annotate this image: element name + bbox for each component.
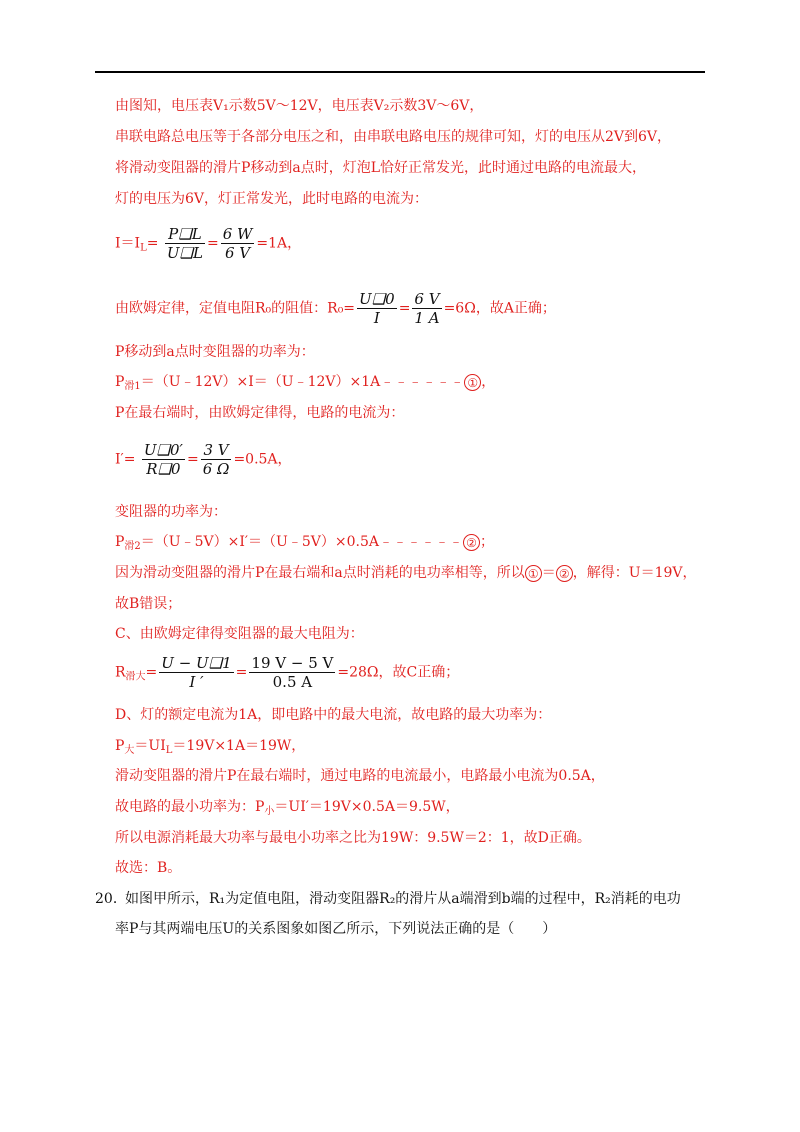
- equation-power-right: $P_{滑2}=(U﹣5V)\times I'=(U﹣5V)\times 0.5A﹣﹣﹣﹣﹣﹣$ ② ；: [115, 534, 494, 552]
- equation-resistance: 由欧姆定律，定值电阻R₀的阻值：R₀= $\frac{U❑0}{I}$ = $\frac{6 V}{1 A}$ =6Ω，故A正确；: [115, 290, 556, 327]
- header-rule: [95, 71, 705, 73]
- text-line: 由图知，电压表V₁示数5V～12V，电压表V₂示数3V～6V，: [115, 98, 484, 114]
- text-line: P移动到a点时变阻器的功率为：: [115, 344, 315, 360]
- equation-max-resistance: $R_{滑大}=$ $\frac{U - U❑1}{I '}$ = $\frac{19 V - 5 V}{0.5 A}$ =28Ω，故C正确；: [115, 654, 460, 691]
- fraction: $\frac{P❑L}{U❑L}$: [166, 225, 203, 262]
- equation-current: $I=I_L=$ $\frac{P❑L}{U❑L}$ = $\frac{6 W}{6 V}$ =1A，: [115, 225, 302, 262]
- text-line: 串联电路总电压等于各部分电压之和，由串联电路电压的规律可知，灯的电压从2V到6V，: [115, 129, 672, 145]
- fraction: $\frac{6 V}{1 A}$: [414, 290, 440, 327]
- question-number: 20．: [95, 891, 127, 907]
- fraction: $\frac{19 V - 5 V}{0.5 A}$: [251, 654, 334, 691]
- fraction: $\frac{U❑0}{I}$: [359, 290, 395, 327]
- text-line: 变阻器的功率为：: [115, 504, 227, 520]
- text-line: 将滑动变阻器的滑片P移动到a点时，灯泡L恰好正常发光，此时通过电路的电流最大，: [115, 160, 647, 176]
- fraction: $\frac{3 V}{6 \Omega}$: [202, 441, 230, 478]
- text-line: 故B错误；: [115, 596, 182, 612]
- text-line: 灯的电压为6V，灯正常发光，此时电路的电流为：: [115, 191, 429, 207]
- text-line: D、灯的额定电流为1A，即电路中的最大电流，故电路的最大功率为：: [115, 707, 552, 723]
- equation-power-min: 故电路的最小功率为：$P_小=UI'=19V\times 0.5A=9.5W$，: [115, 799, 460, 817]
- fraction: $\frac{U❑0'}{R❑0}$: [143, 441, 183, 478]
- text-line: 滑动变阻器的滑片P在最右端时，通过电路的电流最小，电路最小电流为0.5A，: [115, 768, 605, 784]
- text-line: 因为滑动变阻器的滑片P在最右端和a点时消耗的电功率相等，所以 ① ＝ ② ，解得：U＝19V，: [115, 565, 697, 581]
- text-line: 所以电源消耗最大功率与最电小功率之比为19W：9.5W＝2：1，故D正确。: [115, 830, 591, 846]
- text-line: C、由欧姆定律得变阻器的最大电阻为：: [115, 626, 364, 642]
- circled-one: ①: [464, 374, 481, 391]
- answer-line: 故选：B。: [115, 860, 182, 876]
- fraction: $\frac{U - U❑1}{I '}$: [161, 654, 232, 691]
- equation-power-a: $P_{滑1}=(U﹣12V)\times I=(U﹣12V)\times 1A﹣﹣﹣﹣﹣﹣$ ① ，: [115, 374, 496, 392]
- circled-two: ②: [463, 534, 480, 551]
- equation-power-max: $P_大=UI_L=19V\times 1A=19W$，: [115, 738, 306, 756]
- question-text-line1: 如图甲所示，R₁为定值电阻，滑动变阻器R₂的滑片从a端滑到b端的过程中，R₂消耗的电功: [125, 891, 681, 907]
- equation-current-min: I′= $\frac{U❑0'}{R❑0}$ = $\frac{3 V}{6 \Omega}$ =0.5A，: [115, 441, 292, 478]
- circled-two: ②: [556, 565, 573, 582]
- fraction: $\frac{6 W}{6 V}$: [222, 225, 253, 262]
- text-line: P在最右端时，由欧姆定律得，电路的电流为：: [115, 405, 405, 421]
- circled-one: ①: [525, 565, 542, 582]
- question-text-line2: 率P与其两端电压U的关系图象如图乙所示，下列说法正确的是（ ）: [115, 921, 557, 937]
